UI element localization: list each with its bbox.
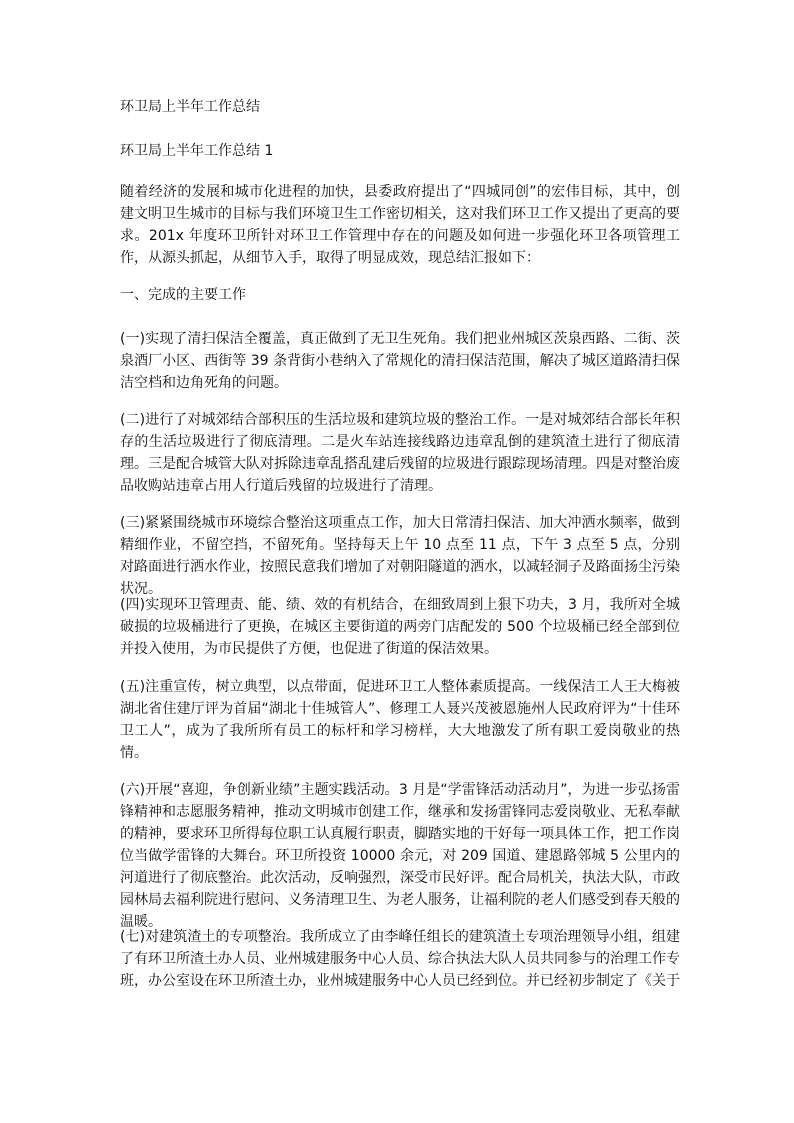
work-item-paragraph-3: (三)紧紧围绕城市环境综合整治这项重点工作，加大日常清扫保洁、加大冲洒水频率，做到精细作业，不留空挡，不留死角。坚持每天上午 10 点至 11 点，下午 3 点至 5 点，分别对路面进行洒水作业，按照民意我们增加了对朝阳隧道的洒水，以减轻洞子及路面扬尘污染状况。: [120, 515, 680, 597]
work-item-paragraph-1: (一)实现了清扫保洁全覆盖，真正做到了无卫生死角。我们把业州城区茨泉西路、二街、茨泉酒厂小区、西街等 39 条背街小巷纳入了常规化的清扫保洁范围，解决了城区道路清扫保洁空档和边角死角的问题。: [120, 331, 680, 391]
work-item-paragraph-4: (四)实现环卫管理责、能、绩、效的有机结合，在细致周到上狠下功夫，3 月，我所对全城破损的垃圾桶进行了更换，在城区主要街道的两旁门店配发的 500 个垃圾桶已经全部到位并投入使用，为市民提供了方便，也促进了街道的保洁效果。: [120, 597, 680, 657]
document-subtitle: 环卫局上半年工作总结 1: [120, 143, 274, 159]
intro-paragraph: 随着经济的发展和城市化进程的加快，县委政府提出了“四城同创”的宏伟目标，其中，创建文明卫生城市的目标与我们环境卫生工作密切相关，这对我们环卫工作又提出了更高的要求。201x 年度环卫所针对环卫工作管理中存在的问题及如何进一步强化环卫各项管理工作，从源头抓起，从细节入手，取得了明显成效，现总结汇报如下：: [120, 184, 680, 266]
work-item-paragraph-5: (五)注重宣传，树立典型，以点带面，促进环卫工人整体素质提高。一线保洁工人王大梅被湖北省住建厅评为首届“湖北十佳城管人”、修理工人聂兴茂被恩施州人民政府评为“十佳环卫工人”，成为了我所所有员工的标杆和学习榜样，大大地激发了所有职工爱岗敬业的热情。: [120, 679, 680, 761]
work-item-paragraph-6: (六)开展“喜迎，争创新业绩”主题实践活动。3 月是“学雷锋活动活动月”，为进一步弘扬雷锋精神和志愿服务精神，推动文明城市创建工作，继承和发扬雷锋同志爱岗敬业、无私奉献的精神，要求环卫所得每位职工认真履行职责，脚踏实地的干好每一项具体工作，把工作岗位当做学雷锋的大舞台。环卫所投资 10000 余元，对 209 国道、建恩路邻城 5 公里内的河道进行了彻底整治。此次活动，反响强烈，深受市民好评。配合局机关，执法大队，市政园林局去福利院进行慰问、义务清理卫生、为老人服务，让福利院的老人们感受到春天般的温暖。: [120, 782, 680, 930]
document-title: 环卫局上半年工作总结: [120, 99, 260, 115]
section-heading: 一、完成的主要工作: [120, 287, 246, 303]
work-item-paragraph-2: (二)进行了对城郊结合部积压的生活垃圾和建筑垃圾的整治工作。一是对城郊结合部长年积存的生活垃圾进行了彻底清理。二是火车站连接线路边违章乱倒的建筑渣土进行了彻底清理。三是配合城管大队对拆除违章乱搭乱建后残留的垃圾进行跟踪现场清理。四是对整治废品收购站违章占用人行道后残留的垃圾进行了清理。: [120, 412, 680, 494]
work-item-paragraph-7: (七)对建筑渣土的专项整治。我所成立了由李峰任组长的建筑渣土专项治理领导小组，组建了有环卫所渣土办人员、业州城建服务中心人员、综合执法大队人员共同参与的治理工作专班，办公室设在环卫所渣土办，业州城建服务中心人员已经到位。并已经初步制定了《关于: [120, 929, 680, 989]
